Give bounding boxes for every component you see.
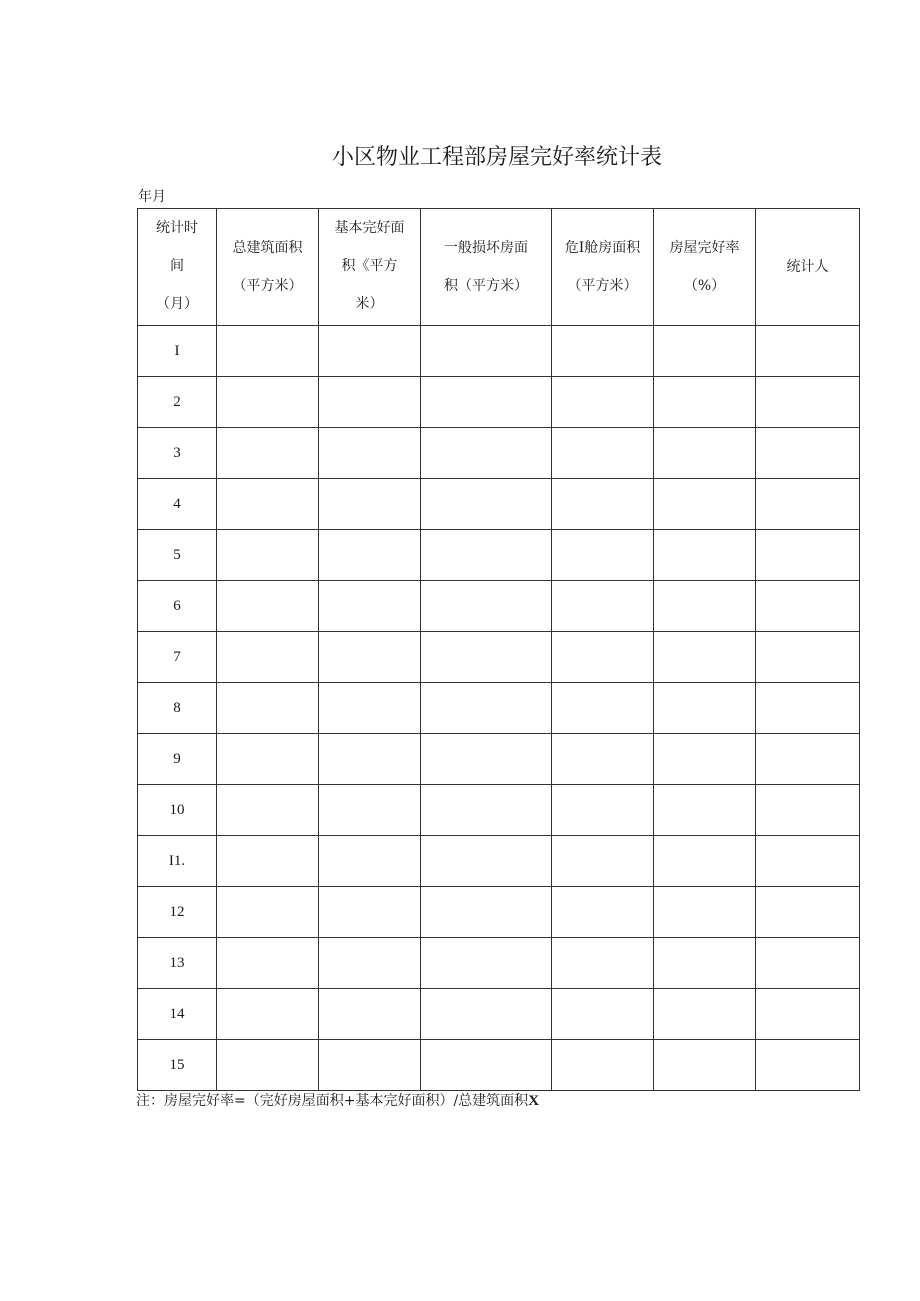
table-body [138,326,860,1091]
dangerous-area-cell[interactable] [552,785,654,836]
row-month-label: 8 [138,683,217,734]
table-row [138,428,860,479]
statistician-cell[interactable] [756,785,860,836]
header-rate-line-2: （%） [683,278,726,294]
intact-rate-cell[interactable] [654,887,756,938]
row-month-label: 13 [138,938,217,989]
header-damage-line-2: 积（平方米） [444,278,528,294]
header-total-area-line-1: 总建筑面积 [232,240,303,256]
total-area-cell[interactable] [217,938,319,989]
dangerous-area-cell[interactable] [552,683,654,734]
general-damage-cell[interactable] [421,428,552,479]
table-row [138,887,860,938]
general-damage-cell[interactable] [421,785,552,836]
statistician-cell[interactable] [756,887,860,938]
intact-rate-cell[interactable] [654,632,756,683]
header-rate-line-1: 房屋完好率 [669,240,740,256]
intact-rate-cell[interactable] [654,428,756,479]
general-damage-cell[interactable] [421,1040,552,1091]
table-row [138,938,860,989]
total-area-cell[interactable] [217,581,319,632]
header-statistician-line-1: 统计人 [786,259,829,275]
row-month-label: I1. [138,836,217,887]
header-basic-intact-area [319,209,421,326]
statistician-cell[interactable] [756,530,860,581]
table-row [138,581,860,632]
general-damage-cell[interactable] [421,326,552,377]
total-area-cell[interactable] [217,836,319,887]
table-row [138,1040,860,1091]
statistician-cell[interactable] [756,479,860,530]
statistician-cell[interactable] [756,989,860,1040]
header-general-damage-area [421,209,552,326]
statistician-cell[interactable] [756,581,860,632]
general-damage-cell[interactable] [421,632,552,683]
table-row [138,326,860,377]
intact-rate-cell[interactable] [654,479,756,530]
total-area-cell[interactable] [217,887,319,938]
row-month-label: 14 [138,989,217,1040]
statistician-cell[interactable] [756,734,860,785]
statistician-cell[interactable] [756,428,860,479]
general-damage-cell[interactable] [421,836,552,887]
dangerous-area-cell[interactable] [552,428,654,479]
intact-rate-cell[interactable] [654,989,756,1040]
table-row [138,530,860,581]
basic-intact-cell[interactable] [319,530,421,581]
row-month-label: 9 [138,734,217,785]
basic-intact-cell[interactable] [319,683,421,734]
dangerous-area-cell[interactable] [552,887,654,938]
header-danger-line-2: （平方米） [567,278,638,294]
table-row [138,734,860,785]
intact-rate-cell[interactable] [654,581,756,632]
total-area-cell[interactable] [217,734,319,785]
statistician-cell[interactable] [756,1040,860,1091]
footnote [136,1090,539,1110]
header-period-line-3: （月） [156,296,198,312]
header-damage-line-1: 一般损坏房面 [444,240,528,256]
intact-rate-cell[interactable] [654,785,756,836]
intact-rate-cell[interactable] [654,938,756,989]
row-month-label: 7 [138,632,217,683]
header-basic-line-1: 基本完好面 [334,220,405,236]
dangerous-area-cell[interactable] [552,989,654,1040]
row-month-label: 15 [138,1040,217,1091]
header-period-line-1: 统计时 [156,220,198,236]
intact-rate-cell[interactable] [654,734,756,785]
header-danger-line-1: 危I舱房面积 [564,240,641,256]
row-month-label: 5 [138,530,217,581]
basic-intact-cell[interactable] [319,989,421,1040]
total-area-cell[interactable] [217,683,319,734]
header-statistician [756,209,860,326]
basic-intact-cell[interactable] [319,479,421,530]
dangerous-area-cell[interactable] [552,377,654,428]
total-area-cell[interactable] [217,632,319,683]
statistics-table [137,208,860,1091]
basic-intact-cell[interactable] [319,326,421,377]
total-area-cell[interactable] [217,1040,319,1091]
general-damage-cell[interactable] [421,887,552,938]
intact-rate-cell[interactable] [654,683,756,734]
header-basic-line-3: 米） [355,296,384,312]
header-basic-line-2: 积《平方 [341,258,398,274]
general-damage-cell[interactable] [421,938,552,989]
table-row [138,479,860,530]
basic-intact-cell[interactable] [319,632,421,683]
intact-rate-cell[interactable] [654,326,756,377]
table-row [138,836,860,887]
dangerous-area-cell[interactable] [552,1040,654,1091]
header-row [138,209,860,326]
statistician-cell[interactable] [756,326,860,377]
total-area-cell[interactable] [217,530,319,581]
statistician-cell[interactable] [756,938,860,989]
basic-intact-cell[interactable] [319,581,421,632]
total-area-cell[interactable] [217,377,319,428]
statistician-cell[interactable] [756,836,860,887]
header-total-area-line-2: （平方米） [232,278,303,294]
row-month-label: 12 [138,887,217,938]
basic-intact-cell[interactable] [319,1040,421,1091]
basic-intact-cell[interactable] [319,734,421,785]
dangerous-area-cell[interactable] [552,479,654,530]
row-month-label: 4 [138,479,217,530]
row-month-label: 2 [138,377,217,428]
header-period [138,209,217,326]
general-damage-cell[interactable] [421,530,552,581]
basic-intact-cell[interactable] [319,938,421,989]
dangerous-area-cell[interactable] [552,581,654,632]
statistician-cell[interactable] [756,377,860,428]
general-damage-cell[interactable] [421,989,552,1040]
header-dangerous-area [552,209,654,326]
row-month-label: 6 [138,581,217,632]
basic-intact-cell[interactable] [319,377,421,428]
general-damage-cell[interactable] [421,581,552,632]
basic-intact-cell[interactable] [319,836,421,887]
table-row [138,989,860,1040]
dangerous-area-cell[interactable] [552,530,654,581]
dangerous-area-cell[interactable] [552,632,654,683]
dangerous-area-cell[interactable] [552,734,654,785]
total-area-cell[interactable] [217,428,319,479]
general-damage-cell[interactable] [421,479,552,530]
general-damage-cell[interactable] [421,734,552,785]
date-label: 年月 [138,189,166,205]
row-month-label: 3 [138,428,217,479]
statistician-cell[interactable] [756,632,860,683]
basic-intact-cell[interactable] [319,785,421,836]
page-title: 小区物业工程部房屋完好率统计表 [331,145,662,170]
statistician-cell[interactable] [756,683,860,734]
table-row [138,785,860,836]
basic-intact-cell[interactable] [319,428,421,479]
dangerous-area-cell[interactable] [552,326,654,377]
intact-rate-cell[interactable] [654,377,756,428]
dangerous-area-cell[interactable] [552,938,654,989]
table-row [138,632,860,683]
footnote-suffix: X [528,1093,540,1109]
table-row [138,683,860,734]
total-area-cell[interactable] [217,326,319,377]
header-total-area [217,209,319,326]
table-row [138,377,860,428]
header-intact-rate [654,209,756,326]
intact-rate-cell[interactable] [654,1040,756,1091]
intact-rate-cell[interactable] [654,530,756,581]
row-month-label: 10 [138,785,217,836]
total-area-cell[interactable] [217,785,319,836]
general-damage-cell[interactable] [421,683,552,734]
total-area-cell[interactable] [217,989,319,1040]
general-damage-cell[interactable] [421,377,552,428]
total-area-cell[interactable] [217,479,319,530]
intact-rate-cell[interactable] [654,836,756,887]
dangerous-area-cell[interactable] [552,836,654,887]
row-month-label: I [138,326,217,377]
basic-intact-cell[interactable] [319,887,421,938]
footnote-text: 注：房屋完好率=（完好房屋面积+基本完好面积）/总建筑面积 [136,1093,529,1109]
header-period-line-2: 间 [170,258,184,274]
